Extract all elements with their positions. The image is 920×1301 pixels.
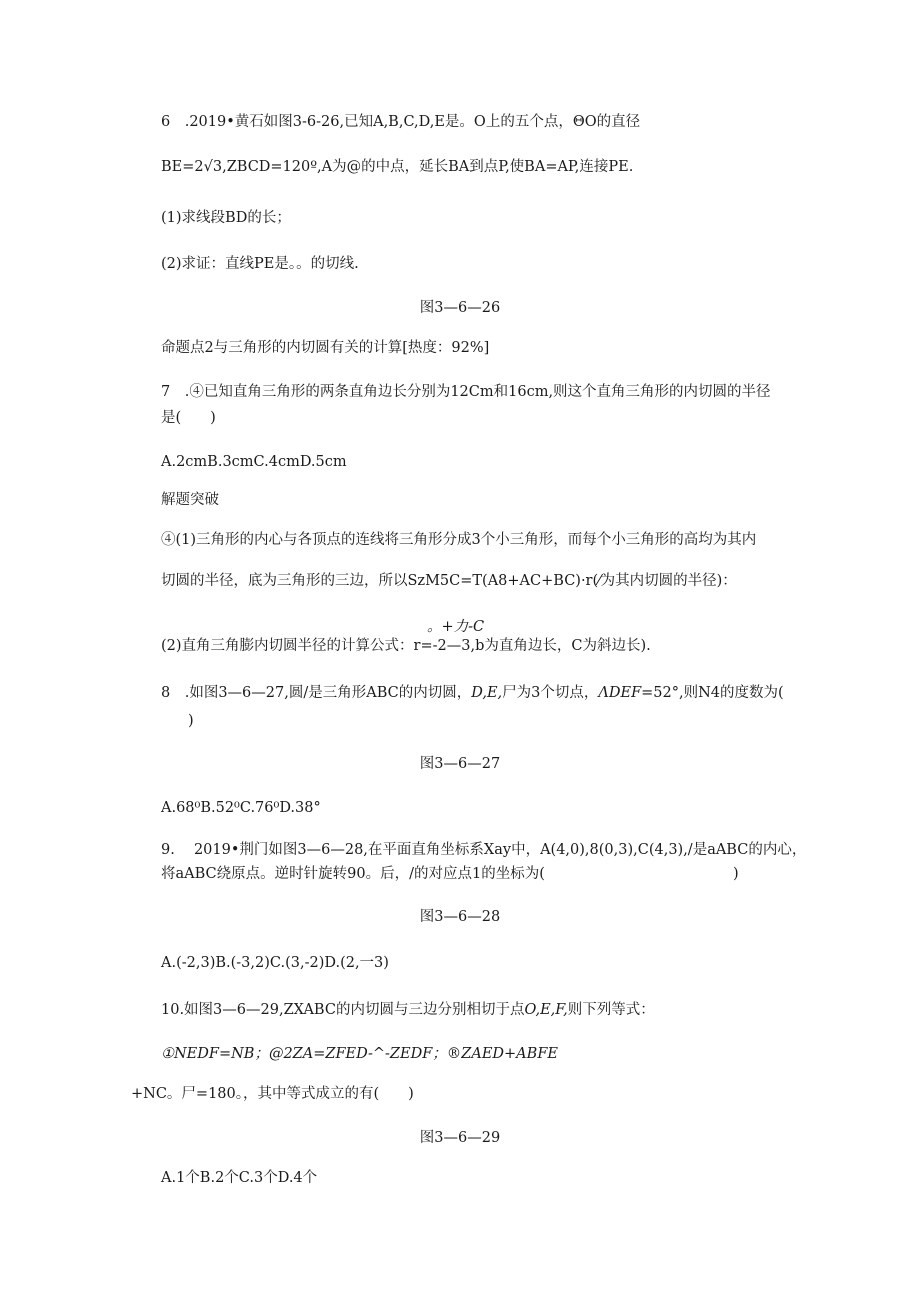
- q8-text-c: 尸为3个切点，: [502, 685, 599, 701]
- q6-part1: (1)求线段BD的长；: [161, 210, 291, 226]
- q6-part2: (2)求证：直线PE是。。的切线.: [161, 256, 359, 272]
- q7-line1: 7 .④已知直角三角形的两条直角边长分别为12Cm和16cm,则这个直角三角形的内切圆的半径: [161, 384, 771, 400]
- q8-text-d: ΛDEF: [598, 685, 642, 701]
- q10-line3: +NC。尸=180。，其中等式成立的有( ): [131, 1086, 414, 1102]
- q10-line1: [161, 1000, 655, 1020]
- solution-line3: [161, 636, 651, 656]
- q8-text-a: 8 .如图3—6—27,圆/是三角形ABC的内切圆，: [161, 685, 472, 701]
- q8-text-b: D,E,: [471, 685, 503, 701]
- figure-caption-29: 图3—6—29: [419, 1130, 501, 1146]
- q9-line2-close: ): [733, 866, 739, 882]
- solution-formula-top: 。+力-C: [427, 619, 485, 635]
- q7-options: A.2cmB.3cmC.4cmD.5cm: [161, 454, 347, 470]
- q9-line2: 将aABC绕原点。逆时针旋转90。后，/的对应点1的坐标为(: [161, 866, 545, 882]
- q7-line2: 是( ): [161, 410, 216, 426]
- q8-options: A.68⁰B.52⁰C.76⁰D.38°: [161, 800, 321, 816]
- solution-line2: 切圆的半径，底为三角形的三边，所以SzM5C=T(A8+AC+BC)·r(⁄为其内切圆的半径)：: [161, 573, 737, 589]
- figure-caption-28: 图3—6—28: [419, 909, 501, 925]
- q10-text-b: O,E,F,: [524, 1002, 568, 1018]
- q10-text-c: 则下列等式：: [567, 1002, 655, 1018]
- q6-line1: 6 .2019•黄石如图3-6-26,已知A,B,C,D,E是。O上的五个点，ΘO的直径: [161, 114, 641, 130]
- q8-line1: [161, 683, 784, 703]
- q9-options: A.(-2,3)B.(-3,2)C.(3,-2)D.(2,一3): [161, 955, 389, 971]
- q10-options: A.1个B.2个C.3个D.4个: [161, 1170, 318, 1186]
- solution-line3-formula: r=-2—3,b为直角边长，C为斜边长).: [413, 638, 651, 654]
- figure-caption-27: 图3—6—27: [419, 756, 501, 772]
- solution-heading: 解题突破: [161, 492, 219, 508]
- q10-line2: ①NEDF=NB；@2ZA=ZFED-^-ZEDF；®ZAED+ABFE: [161, 1046, 558, 1062]
- q6-line2: BE=2√3,ZBCD=120º,A为@的中点，延长BA到点P,使BA=AP,连接PE.: [161, 159, 634, 175]
- q8-line2: ): [188, 713, 194, 729]
- q8-text-e: =52°,则N4的度数为(: [641, 685, 784, 701]
- figure-caption-26: 图3—6—26: [419, 300, 501, 316]
- solution-line1: ④(1)三角形的内心与各顶点的连线将三角形分成3个小三角形，而每个小三角形的高均为其内: [161, 532, 757, 548]
- solution-line3-text: (2)直角三角膨内切圆半径的计算公式：: [161, 638, 414, 654]
- q10-text-a: 10.如图3—6—29,ZXABC的内切圆与三边分别相切于点: [161, 1002, 525, 1018]
- topic2-heading: 命题点2与三角形的内切圆有关的计算[热度：92%]: [161, 340, 490, 356]
- q9-line1: 9. 2019•荆门如图3—6—28,在平面直角坐标系Xay中，A(4,0),8(0,3),C(4,3),/是aABC的内心，: [161, 842, 807, 858]
